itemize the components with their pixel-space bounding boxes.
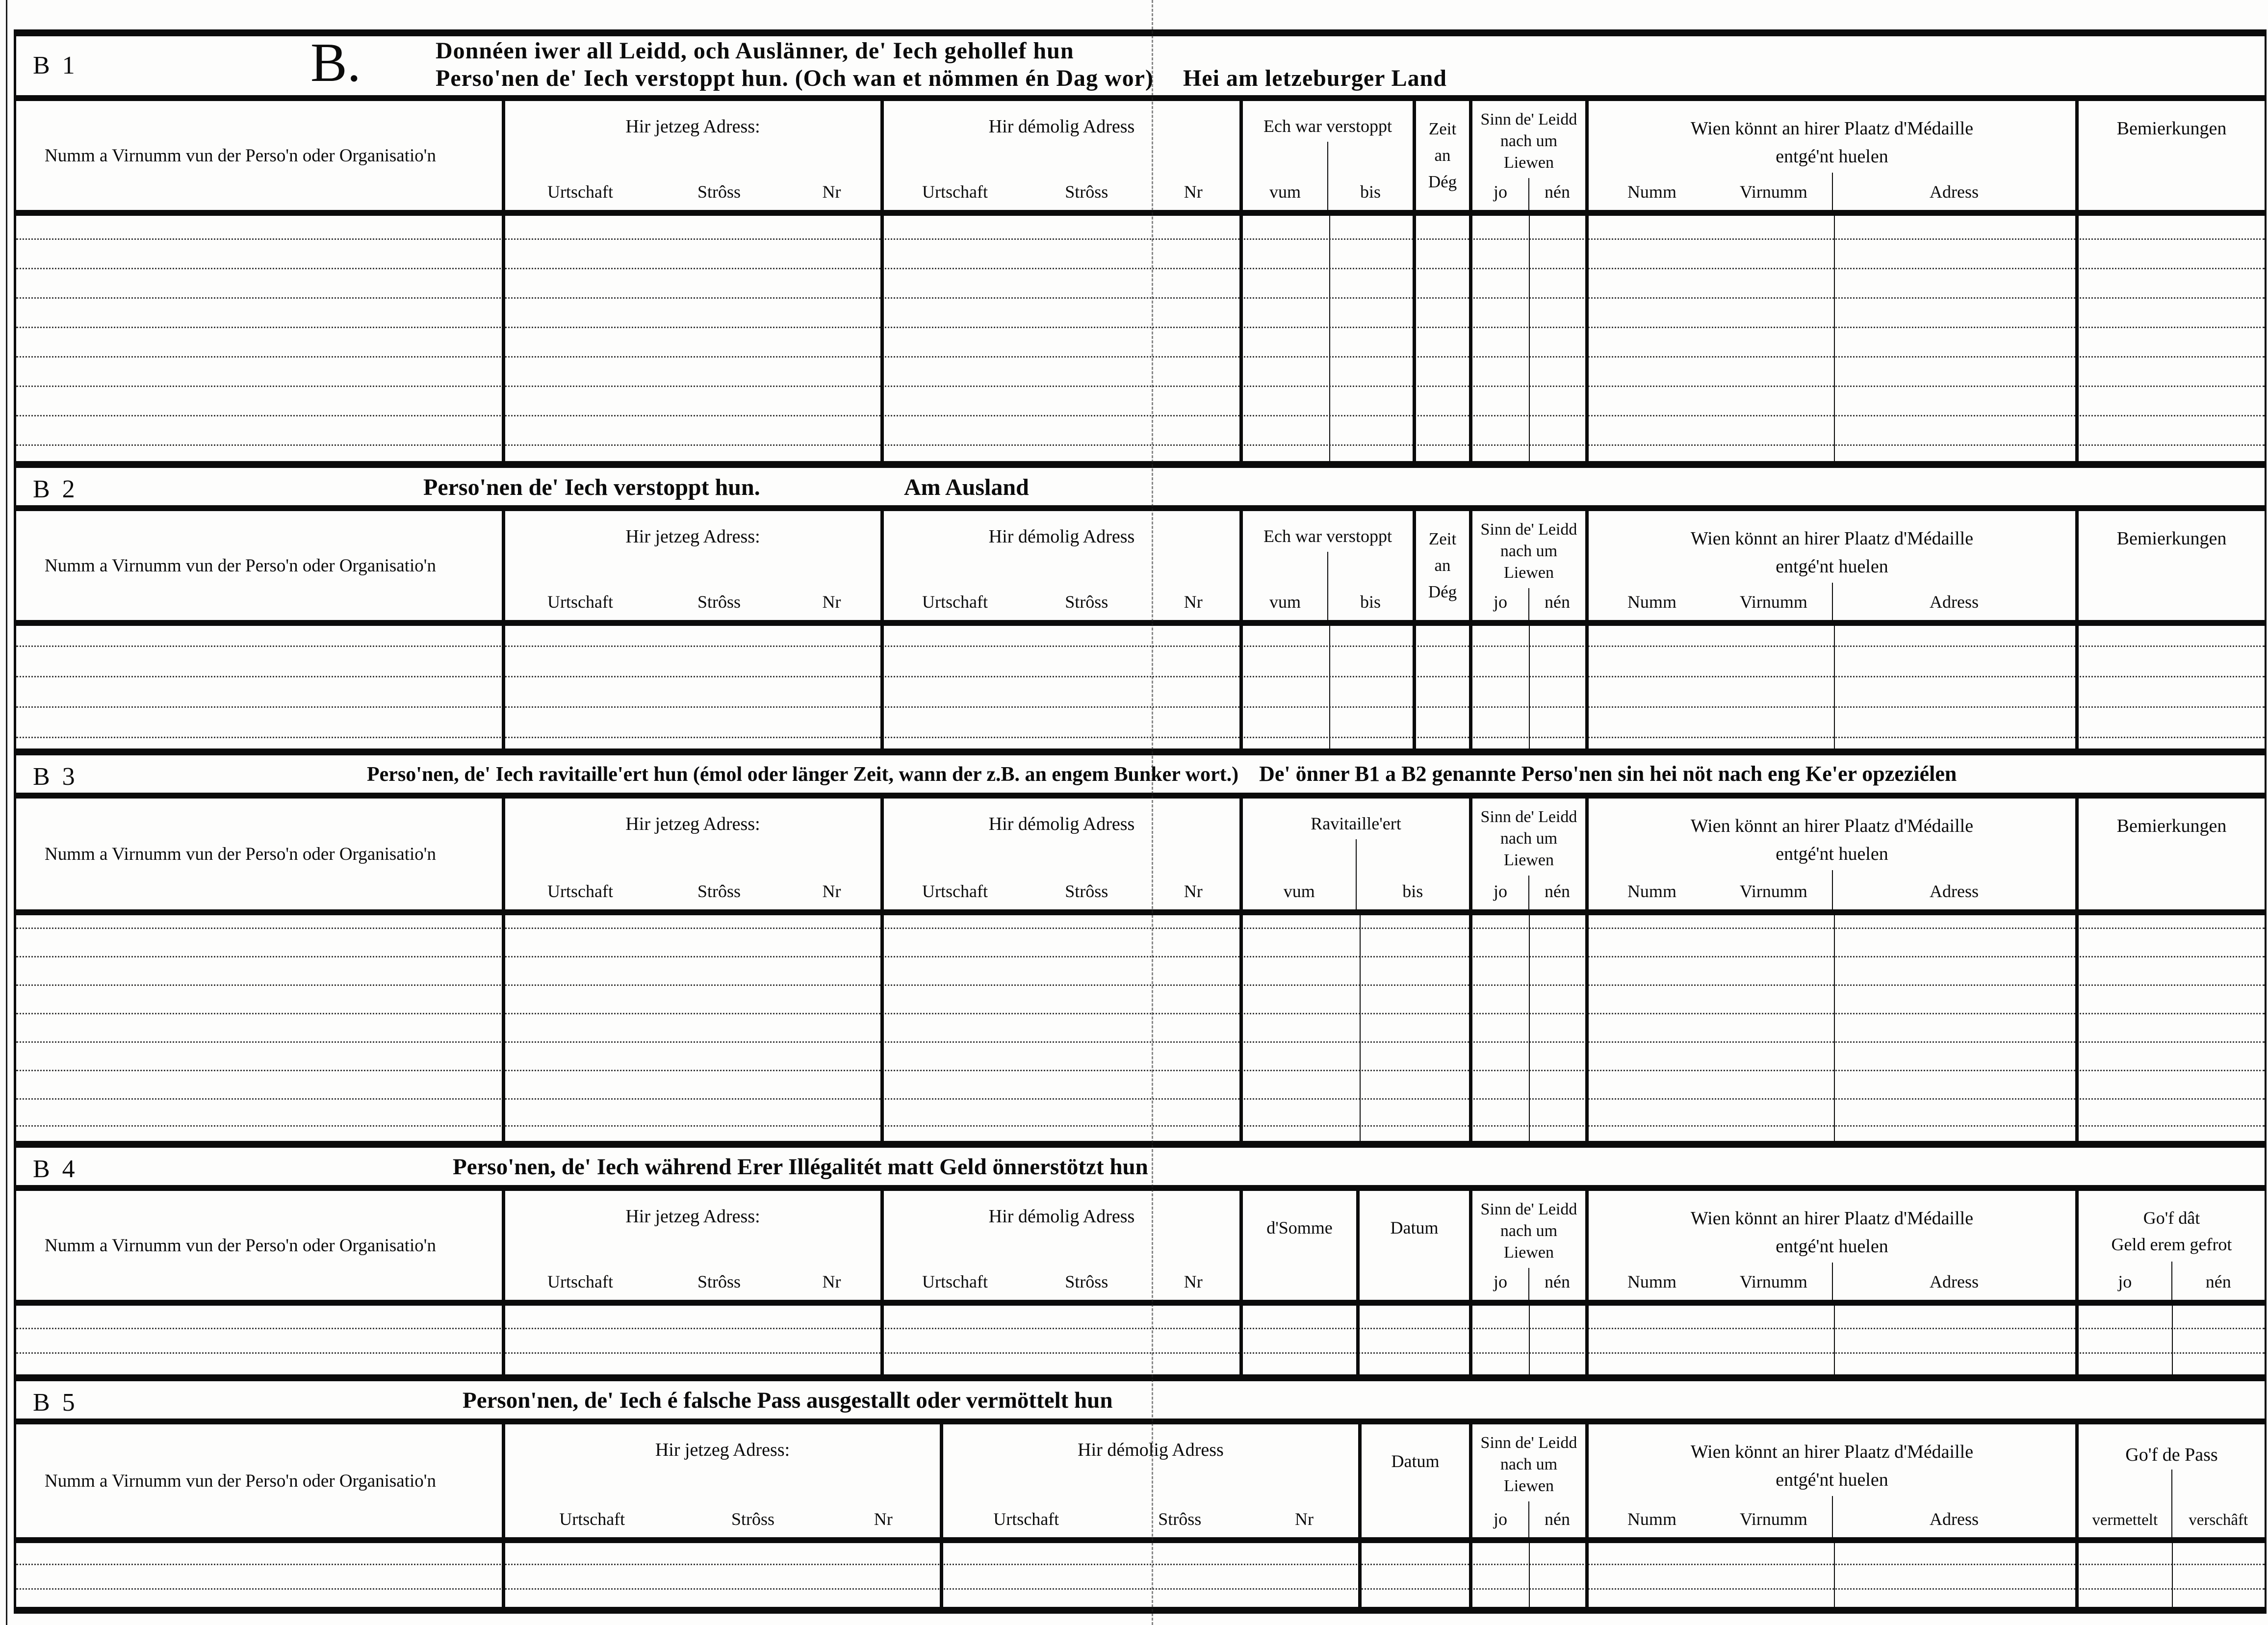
col-header-former-address: Hir démolig Adress Urtschaft Strôss Nr <box>884 799 1243 909</box>
stross-label: Strôss <box>1065 592 1108 612</box>
virnumm-label: Virnumm <box>1740 1509 1807 1529</box>
col-header-current-address: Hir jetzeg Adress: Urtschaft Strôss Nr <box>505 1191 884 1300</box>
adress-label: Adress <box>1832 1496 2075 1537</box>
entry-column-remarks <box>2079 626 2265 748</box>
entry-column-datum <box>1362 1543 1472 1607</box>
entry-dotted-line <box>16 297 2265 299</box>
entry-column-name <box>16 1543 505 1607</box>
nr-label: Nr <box>822 182 841 202</box>
entry-dotted-line <box>16 415 2265 416</box>
entry-column-current-address <box>505 626 884 748</box>
entry-column-geld-refund <box>2079 1306 2265 1374</box>
entry-dotted-line <box>16 676 2265 677</box>
jo-label: jo <box>1472 588 1529 620</box>
nr-label: Nr <box>1184 182 1203 202</box>
section-b1-titlebar <box>16 29 2265 101</box>
entry-column-current-address <box>505 216 884 461</box>
jo-label: jo <box>2079 1262 2172 1300</box>
col-header-name: Numm a Virnumm vun der Perso'n oder Organisatio'n <box>16 101 505 210</box>
col-header-pass: Go'f de Pass vermettelt verschâft <box>2079 1424 2265 1537</box>
entry-column-medaille <box>1589 216 2079 461</box>
col-header-hidden-period: Ech war verstoppt vum bis <box>1243 511 1416 620</box>
entry-dotted-line <box>16 1041 2265 1043</box>
stross-label: Strôss <box>731 1509 775 1529</box>
entry-dotted-line <box>16 444 2265 446</box>
virnumm-label: Virnumm <box>1740 881 1807 901</box>
section-title: Person'nen, de' Iech é falsche Pass ausgestallt oder vermöttelt hun <box>463 1388 1113 1413</box>
entry-column-current-address <box>505 1543 943 1607</box>
section-b4 <box>16 1141 2265 1374</box>
urtschaft-label: Urtschaft <box>922 592 988 612</box>
col-header-former-address: Hir démolig Adress Urtschaft Strôss Nr <box>884 511 1243 620</box>
urtschaft-label: Urtschaft <box>547 881 613 901</box>
entry-column-still-alive <box>1472 626 1589 748</box>
col-header-still-alive: Sinn de' Leidd nach um Liewen jo nén <box>1472 1424 1589 1537</box>
section-title: Perso'nen de' Iech verstoppt hun. <box>423 474 760 500</box>
col-header-zeit-an-deg: Zeit an Dég <box>1416 511 1472 620</box>
col-header-medaille: Wien könnt an hirer Plaatz d'Médaille entgé'nt huelen Numm Virnumm Adress <box>1589 511 2079 620</box>
col-header-name: Numm a Virnumm vun der Perso'n oder Organisatio'n <box>16 511 505 620</box>
adress-label: Adress <box>1832 1263 2075 1300</box>
section-b3-header-row <box>16 799 2265 915</box>
col-header-datum: Datum <box>1360 1191 1472 1300</box>
entry-dotted-line <box>16 386 2265 387</box>
urtschaft-label: Urtschaft <box>547 1272 613 1291</box>
entry-dotted-line <box>16 268 2265 269</box>
fold-crease-line <box>1152 0 1153 1625</box>
section-b4-titlebar <box>16 1141 2265 1191</box>
urtschaft-label: Urtschaft <box>993 1509 1059 1529</box>
col-header-former-address: Hir démolig Adress Urtschaft Strôss Nr <box>884 101 1243 210</box>
entry-dotted-line <box>16 356 2265 358</box>
urtschaft-label: Urtschaft <box>922 1272 988 1291</box>
entry-column-still-alive <box>1472 1306 1589 1374</box>
entry-dotted-line <box>16 645 2265 647</box>
entry-dotted-line <box>16 1013 2265 1014</box>
vum-label: vum <box>1243 839 1357 909</box>
col-header-geld-refund: Go'f dât Geld erem gefrot jo nén <box>2079 1191 2265 1300</box>
col-header-former-address: Hir démolig Adress Urtschaft Strôss Nr <box>943 1424 1362 1537</box>
entry-column-hidden-period <box>1243 626 1416 748</box>
virnumm-label: Virnumm <box>1740 592 1807 612</box>
col-header-still-alive: Sinn de' Leidd nach um Liewen jo nén <box>1472 799 1589 909</box>
stross-label: Strôss <box>1065 1272 1108 1291</box>
col-header-ravitailleert: Ravitaille'ert vum bis <box>1243 799 1472 909</box>
urtschaft-label: Urtschaft <box>559 1509 625 1529</box>
entry-column-zeit <box>1416 626 1472 748</box>
paper-edge-line <box>6 0 7 1625</box>
adress-label: Adress <box>1832 870 2075 909</box>
col-header-zeit-an-deg: Zeit an Dég <box>1416 101 1472 210</box>
col-header-medaille: Wien könnt an hirer Plaatz d'Médaille entgé'nt huelen Numm Virnumm Adress <box>1589 799 2079 909</box>
adress-label: Adress <box>1832 173 2075 210</box>
col-header-current-address: Hir jetzeg Adress: Urtschaft Strôss Nr <box>505 511 884 620</box>
nr-label: Nr <box>822 881 841 901</box>
section-b1-body <box>16 216 2265 461</box>
col-header-datum: Datum <box>1362 1424 1472 1537</box>
entry-column-medaille <box>1589 915 2079 1141</box>
section-title: Perso'nen, de' Iech ravitaille'ert hun (émol oder länger Zeit, wann der z.B. an engem Bunker wort.) De' önner B1 a B2 genannte Perso'nen sin hei nöt nach eng Ke'er opzeziélen <box>367 762 1957 786</box>
entry-dotted-line <box>16 1328 2265 1329</box>
nr-label: Nr <box>1184 592 1203 612</box>
nen-label: nén <box>2205 1272 2231 1291</box>
jo-label: jo <box>1472 876 1529 909</box>
numm-label: Numm <box>1627 1509 1676 1529</box>
entry-dotted-line <box>16 1125 2265 1127</box>
adress-label: Adress <box>1832 583 2075 620</box>
col-header-name: Numm a Virnumm vun der Perso'n oder Organisatio'n <box>16 799 505 909</box>
entry-column-current-address <box>505 1306 884 1374</box>
stross-label: Strôss <box>697 881 741 901</box>
entry-column-former-address <box>884 216 1243 461</box>
col-header-medaille: Wien könnt an hirer Plaatz d'Médaille entgé'nt huelen Numm Virnumm Adress <box>1589 101 2079 210</box>
urtschaft-label: Urtschaft <box>547 592 613 612</box>
nen-label: nén <box>1545 592 1570 612</box>
nr-label: Nr <box>1184 1272 1203 1291</box>
col-header-still-alive: Sinn de' Leidd nach um Liewen jo nén <box>1472 101 1589 210</box>
col-header-remarks: Bemierkungen <box>2116 118 2227 139</box>
section-b1 <box>16 29 2265 461</box>
urtschaft-label: Urtschaft <box>547 182 613 202</box>
section-b3-body <box>16 915 2265 1141</box>
entry-dotted-line <box>16 706 2265 708</box>
entry-dotted-line <box>16 956 2265 957</box>
stross-label: Strôss <box>1065 182 1108 202</box>
section-title-line1: Donnéen iwer all Leidd, och Auslänner, de' Iech gehollef hun <box>436 38 1074 64</box>
entry-column-former-address <box>884 1306 1243 1374</box>
urtschaft-label: Urtschaft <box>922 881 988 901</box>
section-title-line2: Perso'nen de' Iech verstoppt hun. (Och wan et nömmen én Dag wor) Hei am letzeburger Land <box>436 65 1447 91</box>
section-b5-titlebar <box>16 1374 2265 1424</box>
entry-column-medaille <box>1589 1306 2079 1374</box>
entry-column-name <box>16 216 505 461</box>
entry-column-name <box>16 1306 505 1374</box>
entry-dotted-line <box>16 928 2265 929</box>
numm-label: Numm <box>1627 182 1676 202</box>
stross-label: Strôss <box>1065 881 1108 901</box>
entry-column-still-alive <box>1472 216 1589 461</box>
section-title: Perso'nen, de' Iech während Erer Illégalitét matt Geld önnerstötzt hun <box>453 1154 1148 1180</box>
entry-dotted-line <box>16 327 2265 328</box>
jo-label: jo <box>1472 178 1529 210</box>
entry-column-ravitailleert <box>1243 915 1472 1141</box>
nr-label: Nr <box>822 592 841 612</box>
bis-label: bis <box>1402 881 1423 901</box>
section-b2-body <box>16 626 2265 748</box>
entry-column-medaille <box>1589 1543 2079 1607</box>
section-b2 <box>16 461 2265 748</box>
section-label: B 2 <box>33 475 78 503</box>
stross-label: Strôss <box>697 1272 741 1291</box>
section-b1-header-row <box>16 101 2265 216</box>
bis-label: bis <box>1360 592 1381 612</box>
section-label: B 3 <box>33 763 78 791</box>
col-header-remarks: Bemierkungen <box>2116 816 2227 836</box>
stross-label: Strôss <box>697 592 741 612</box>
entry-dotted-line <box>16 1070 2265 1071</box>
entry-column-still-alive <box>1472 1543 1589 1607</box>
section-b5-body <box>16 1543 2265 1607</box>
section-title-suffix: De' önner B1 a B2 genannte Perso'nen sin hei nöt nach eng Ke'er opzeziélen <box>1259 762 1957 786</box>
col-header-name: Numm a Virnumm vun der Perso'n oder Organisatio'n <box>16 1424 505 1537</box>
nen-label: nén <box>1545 182 1570 202</box>
entry-dotted-line <box>16 1588 2265 1590</box>
entry-column-pass <box>2079 1543 2265 1607</box>
col-header-former-address: Hir démolig Adress Urtschaft Strôss Nr <box>884 1191 1243 1300</box>
section-b3-titlebar <box>16 748 2265 799</box>
nr-label: Nr <box>1184 881 1203 901</box>
bis-label: bis <box>1360 182 1381 202</box>
nr-label: Nr <box>822 1272 841 1291</box>
entry-dotted-line <box>16 1564 2265 1565</box>
entry-column-remarks <box>2079 216 2265 461</box>
stross-label: Strôss <box>697 182 741 202</box>
section-b4-header-row <box>16 1191 2265 1306</box>
vermettelt-label: vermettelt <box>2079 1470 2172 1537</box>
vum-label: vum <box>1243 552 1328 620</box>
entry-column-still-alive <box>1472 915 1589 1141</box>
section-b4-body <box>16 1306 2265 1374</box>
nen-label: nén <box>1545 881 1570 901</box>
col-header-medaille: Wien könnt an hirer Plaatz d'Médaille entgé'nt huelen Numm Virnumm Adress <box>1589 1424 2079 1537</box>
vum-label: vum <box>1243 142 1328 210</box>
section-title-suffix: Am Ausland <box>904 474 1029 500</box>
entry-column-medaille <box>1589 626 2079 748</box>
verschaft-label: verschâft <box>2189 1511 2248 1529</box>
numm-label: Numm <box>1627 592 1676 612</box>
section-title-suffix: Hei am letzeburger Land <box>1183 65 1447 91</box>
form-table <box>14 29 2267 1614</box>
col-header-name: Numm a Virnumm vun der Perso'n oder Organisatio'n <box>16 1191 505 1300</box>
col-header-somme: d'Somme <box>1243 1191 1360 1300</box>
section-b5 <box>16 1374 2265 1607</box>
section-label: B 5 <box>33 1389 78 1417</box>
col-header-medaille: Wien könnt an hirer Plaatz d'Médaille entgé'nt huelen Numm Virnumm Adress <box>1589 1191 2079 1300</box>
nen-label: nén <box>1545 1509 1570 1529</box>
entry-column-somme <box>1243 1306 1360 1374</box>
section-b5-header-row <box>16 1424 2265 1543</box>
entry-dotted-line <box>16 238 2265 240</box>
entry-dotted-line <box>16 984 2265 986</box>
numm-label: Numm <box>1627 881 1676 901</box>
col-header-current-address: Hir jetzeg Adress: Urtschaft Strôss Nr <box>505 799 884 909</box>
col-header-current-address: Hir jetzeg Adress: Urtschaft Strôss Nr <box>505 1424 943 1537</box>
col-header-still-alive: Sinn de' Leidd nach um Liewen jo nén <box>1472 511 1589 620</box>
col-header-hidden-period: Ech war verstoppt vum bis <box>1243 101 1416 210</box>
entry-column-name <box>16 915 505 1141</box>
entry-column-hidden-period <box>1243 216 1416 461</box>
entry-column-name <box>16 626 505 748</box>
entry-column-former-address <box>884 626 1243 748</box>
entry-column-former-address <box>884 915 1243 1141</box>
section-b2-titlebar <box>16 461 2265 511</box>
entry-dotted-line <box>16 1352 2265 1354</box>
entry-column-datum <box>1360 1306 1472 1374</box>
entry-column-current-address <box>505 915 884 1141</box>
entry-dotted-line <box>16 737 2265 738</box>
numm-label: Numm <box>1627 1272 1676 1291</box>
entry-column-zeit <box>1416 216 1472 461</box>
section-b3 <box>16 748 2265 1141</box>
virnumm-label: Virnumm <box>1740 182 1807 202</box>
virnumm-label: Virnumm <box>1740 1272 1807 1291</box>
section-label: B 1 <box>33 52 78 79</box>
col-header-current-address: Hir jetzeg Adress: Urtschaft Strôss Nr <box>505 101 884 210</box>
jo-label: jo <box>1472 1268 1529 1300</box>
col-header-still-alive: Sinn de' Leidd nach um Liewen jo nén <box>1472 1191 1589 1300</box>
stross-label: Strôss <box>1158 1509 1202 1529</box>
section-letter: B. <box>310 32 361 93</box>
col-header-remarks: Bemierkungen <box>2116 528 2227 549</box>
nen-label: nén <box>1545 1272 1570 1291</box>
nr-label: Nr <box>874 1509 893 1529</box>
jo-label: jo <box>1472 1501 1529 1537</box>
nr-label: Nr <box>1294 1509 1314 1529</box>
section-b2-header-row <box>16 511 2265 626</box>
entry-dotted-line <box>16 1098 2265 1100</box>
entry-column-remarks <box>2079 915 2265 1141</box>
section-label: B 4 <box>33 1155 78 1183</box>
urtschaft-label: Urtschaft <box>922 182 988 202</box>
